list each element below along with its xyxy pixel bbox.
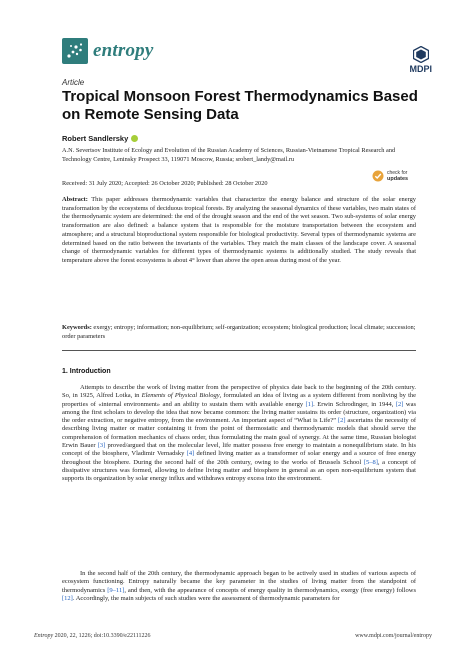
check-updates-text (387, 170, 408, 182)
article-title: Tropical Monsoon Forest Thermodynamics Based on Remote Sensing Data (62, 88, 418, 123)
check-for-updates-badge[interactable] (372, 170, 408, 182)
author-line (62, 134, 138, 143)
author-name[interactable]: Robert Sandlersky (62, 134, 129, 143)
abstract-label: Abstract: (62, 196, 88, 203)
citation-link[interactable]: [9–11] (107, 586, 125, 594)
intro-paragraph-1 (62, 384, 416, 484)
p1-text-g: defined living matter as a transformer of solar energy and a source of free energy throughout the biosphere. During the second half of the 20th century, owing to the works of Brussels School (62, 450, 417, 466)
footer-journal: Entropy (34, 633, 54, 639)
orcid-icon[interactable] (131, 135, 138, 142)
p2-text-b: , and then, with the appearance of concepts of energy quality in thermodynamics, exergy (free energy) follows (124, 586, 417, 594)
p2-text-c: . Accordingly, the main subjects of such studies were the assessment of thermodynamic parameters for (72, 594, 340, 602)
p1-text-e: ascertains the necessity of describing living matter or matter containing it from the point of thermostatic and thermodynamic models that should serve the comprehension of formation mechanics of chaos order, thus formulating the main goal of synergy. At the same time, Russian biologist Erwin Bauer (62, 417, 416, 450)
keywords-text: exergy; entropy; information; non-equilibrium; self-organization; ecosystem; biological production; local climate; succession; order parameters (62, 324, 416, 340)
article-type: Article (62, 78, 85, 87)
p1-text-c: . Erwin Schrodinger, in 1944, (313, 400, 396, 408)
citation-link[interactable]: [1] (305, 400, 314, 408)
citation-link[interactable]: [5–8] (363, 458, 378, 466)
affiliation: A.N. Severtsov Institute of Ecology and Evolution of the Russian Academy of Sciences, Russian-Vietnamese Tropical Research and Technology Centre, Leninsky Prospect 33, 119071 Moscow, Russia; srobert_landy@mail.ru (62, 147, 396, 163)
abstract-text: This paper addresses thermodynamic variables that characterize the energy balance and structure of the solar energy transformation by the ecosystems of deciduous tropical forests. By analyzing the seasonal dynamics of these variables, two main states of the thermodynamic system are determined: the end of the drought season and the end of the wet season. Two sub-systems of solar energy transformation are also defined: a balance system that is responsible for the moisture transportation between the ecosystem and atmosphere; and a structural bioproductional system responsible for biological productivity. Several types of thermodynamic systems are determined based on the ratio between the invariants of the variables. They match the main classes of the landscape cover. A seasonal change of thermodynamic variables for different types of thermodynamic systems is additionally studied. The study reveals that temperature above the forest ecosystems is about 4° lower than above the open areas during most of the year. (62, 196, 416, 264)
p1-text-d: was among the first scholars to develop the idea that now became common: the living matter sustains its order (structure, organization) via the order extraction, or negative entropy, from the environment. An important aspect of “What is Life?” (62, 400, 417, 425)
publisher-logo[interactable] (410, 46, 433, 74)
p1-text-f: proved/argued that on the molecular level, life matter possess free energy to maintain a nonequilibrium state. In his concept of the biosphere, Vladimir Vernadsky (62, 442, 416, 458)
p1-text-a: Attempts to describe the work of living matter from the perspective of physics date back to the beginning of the 20th century. So, in 1925, Alfred Lotka, in (62, 384, 416, 400)
publication-dates: Received: 31 July 2020; Accepted: 26 October 2020; Published: 28 October 2020 (62, 180, 268, 187)
citation-link[interactable]: [2] (337, 417, 346, 425)
citation-link[interactable]: [2] (395, 400, 404, 408)
footer-citation (34, 633, 151, 639)
section-divider (62, 350, 416, 351)
p1-text-b: , formulated an idea of living as a system different from nonliving by the properties of «internal environment» and an ability to sustain them with available energy (62, 392, 417, 408)
keywords-label: Keywords: (62, 324, 92, 331)
footer-website-link[interactable]: www.mdpi.com/journal/entropy (355, 633, 432, 639)
journal-logo[interactable] (62, 38, 154, 64)
keywords (62, 324, 416, 341)
journal-name: entropy (93, 40, 154, 61)
p1-text-h: , a concept of dissipative structures was formed, allowing to define living matter and biosphere in general as an open non-equilibrium system that supports its organization by solar energy influx and withdraws entropy excess into the environment. (62, 458, 416, 483)
mdpi-hexagon-icon (413, 46, 429, 63)
citation-link[interactable]: [4] (186, 450, 195, 458)
p2-text-a: In the second half of the 20th century, the thermodynamic approach began to be actively used in studies of various aspects of ecosystem functioning. Entropy naturally became the key parameter in the studies of living matter from the standpoint of thermodynamics (62, 570, 416, 594)
p1-book-title: Elements of Physical Biology (141, 392, 220, 400)
citation-link[interactable]: [12] (62, 594, 73, 602)
intro-paragraph-2 (62, 570, 416, 603)
entropy-logo-icon (62, 38, 88, 64)
check-updates-icon (372, 170, 384, 182)
publisher-name: MDPI (409, 64, 432, 74)
check-updates-line1: check for (387, 170, 408, 176)
citation-link[interactable]: [3] (97, 442, 106, 450)
section-title-introduction: 1. Introduction (62, 368, 111, 375)
footer-citation-details: 2020, 22, 1226; doi:10.3390/e22111226 (53, 633, 151, 639)
check-updates-line2: updates (387, 176, 409, 182)
abstract (62, 196, 416, 266)
